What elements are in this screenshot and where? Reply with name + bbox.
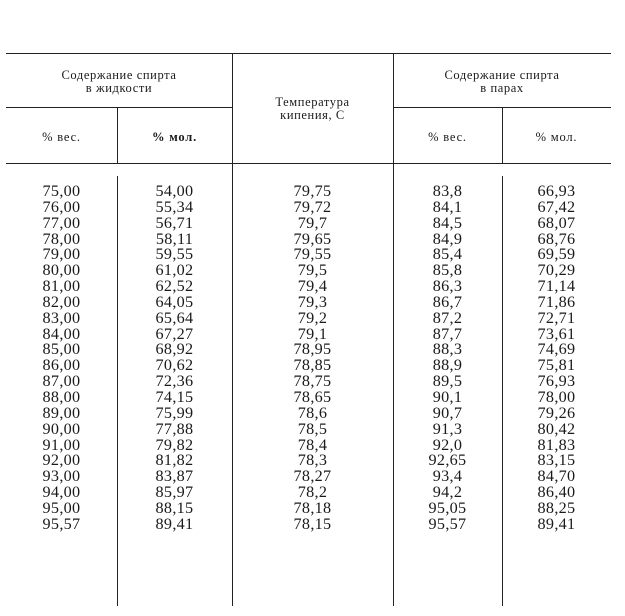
- temperature-header: [232, 96, 393, 122]
- boiling-temp-value: 78,4: [297, 435, 328, 454]
- boiling-temp-value: 79,75: [293, 182, 332, 200]
- liquid-mol-value: 55,34: [155, 197, 194, 216]
- header-bottom-rule: [6, 163, 611, 164]
- boiling-temp-value: 78,5: [297, 419, 328, 438]
- vapor-group-header-line2: в парах: [480, 81, 524, 95]
- vapor-mol-value: 81,83: [537, 435, 576, 454]
- vapor-wt-value: 84,5: [432, 213, 463, 232]
- boiling-temp-value: 78,27: [293, 467, 332, 486]
- liquid-wt-value: 86,00: [42, 356, 81, 375]
- liquid-wt-value: 87,00: [42, 372, 81, 391]
- liquid-mol-value: 59,55: [155, 245, 194, 264]
- liquid-wt-value: 80,00: [42, 261, 81, 280]
- vapor-wt-value: 85,8: [432, 261, 463, 280]
- liquid-wt-value: 77,00: [42, 213, 81, 232]
- vapor-mol-value: 68,07: [537, 213, 576, 232]
- vapor-group-header-line1: Содержание спирта: [444, 68, 560, 82]
- vapor-mol-value: 67,42: [537, 197, 576, 216]
- vapor-wt-value: 92,65: [428, 451, 467, 470]
- column-vapor-mol: [502, 184, 611, 533]
- liquid-wt-value: 95,00: [42, 498, 81, 517]
- vapor-mol-value: 68,76: [537, 229, 576, 248]
- vapor-mol-value: 73,61: [537, 324, 576, 343]
- liquid-mol-value: 77,88: [155, 419, 194, 438]
- vapor-mol-value: 79,26: [537, 403, 576, 422]
- liquid-mol-value: 74,15: [155, 387, 194, 406]
- liquid-wt-value: 94,00: [42, 483, 81, 502]
- liquid-group-header-line2: в жидкости: [85, 81, 153, 95]
- liquid-mol-value: 64,05: [155, 292, 194, 311]
- liquid-mol-value: 56,71: [155, 213, 194, 232]
- vapor-mol-value: 75,81: [537, 356, 576, 375]
- liquid-mol-value: 70,62: [155, 356, 194, 375]
- column-liquid-mol: [117, 184, 232, 533]
- vapor-mol-value: 69,59: [537, 245, 576, 264]
- column-liquid-wt: [6, 184, 117, 533]
- vapor-wt-value: 84,9: [432, 229, 463, 248]
- liquid-mol-value: 79,82: [155, 435, 194, 454]
- vapor-wt-value: 93,4: [432, 467, 463, 486]
- boiling-temp-value: 79,5: [297, 261, 328, 280]
- liquid-mol-value: 54,00: [155, 182, 194, 200]
- liquid-wt-value: 79,00: [42, 245, 81, 264]
- vapor-wt-value: 90,1: [432, 387, 463, 406]
- boiling-temp-value: 79,2: [297, 308, 328, 327]
- liquid-mol-value: 72,36: [155, 372, 194, 391]
- vapor-wt-value: 86,3: [432, 277, 463, 296]
- column-vapor-wt: [393, 184, 502, 533]
- liquid-mol-value: 62,52: [155, 277, 194, 296]
- boiling-temp-value: 79,72: [293, 197, 332, 216]
- vapor-mol-value: 71,86: [537, 292, 576, 311]
- liquid-wt-value: 78,00: [42, 229, 81, 248]
- vapor-mol-value: 70,29: [537, 261, 576, 280]
- liquid-mol-value: 65,64: [155, 308, 194, 327]
- vapor-wt-value: 88,3: [432, 340, 463, 359]
- vapor-mol-value: 89,41: [537, 514, 576, 533]
- vapor-mol-value: 74,69: [537, 340, 576, 359]
- vapor-wt-value: 91,3: [432, 419, 463, 438]
- boiling-temp-value: 78,85: [293, 356, 332, 375]
- liquid-mol-value: 68,92: [155, 340, 194, 359]
- vapor-wt-value: 95,05: [428, 498, 467, 517]
- liquid-wt-value: 82,00: [42, 292, 81, 311]
- liquid-wt-value: 95,57: [42, 514, 81, 533]
- vapor-wt-value: 95,57: [428, 514, 467, 533]
- liquid-wt-value: 91,00: [42, 435, 81, 454]
- liquid-mol-value: 83,87: [155, 467, 194, 486]
- vapor-mol-header: % мол.: [535, 130, 578, 144]
- boiling-temp-value: 78,6: [297, 403, 328, 422]
- vapor-wt-value: 84,1: [432, 197, 463, 216]
- vapor-wt-value: 85,4: [432, 245, 463, 264]
- vapor-mol-value: 71,14: [537, 277, 576, 296]
- table-top-rule: [6, 53, 611, 54]
- vapor-wt-value: 92,0: [432, 435, 463, 454]
- boiling-temp-value: 79,65: [293, 229, 332, 248]
- boiling-temp-value: 78,15: [293, 514, 332, 533]
- vapor-wt-value: 87,7: [432, 324, 463, 343]
- temperature-header-line2: кипения, С: [280, 108, 345, 122]
- boiling-temp-value: 78,3: [297, 451, 328, 470]
- boiling-temp-value: 78,65: [293, 387, 332, 406]
- boiling-temp-value: 78,95: [293, 340, 332, 359]
- vapor-mol-value: 72,71: [537, 308, 576, 327]
- boiling-temp-value: 79,7: [297, 213, 328, 232]
- boiling-temp-value: 78,2: [297, 483, 328, 502]
- vapor-wt-value: 83,8: [432, 182, 463, 200]
- liquid-wt-value: 84,00: [42, 324, 81, 343]
- liquid-wt-value: 92,00: [42, 451, 81, 470]
- liquid-wt-header: % вес.: [42, 130, 81, 144]
- boiling-temp-value: 79,55: [293, 245, 332, 264]
- liquid-mol-value: 61,02: [155, 261, 194, 280]
- boiling-temp-value: 79,3: [297, 292, 328, 311]
- liquid-mol-value: 75,99: [155, 403, 194, 422]
- liquid-mol-value: 88,15: [155, 498, 194, 517]
- liquid-mol-value: 58,11: [155, 229, 194, 248]
- liquid-wt-value: 81,00: [42, 277, 81, 296]
- column-boiling-temp: [232, 184, 393, 533]
- liquid-group-header: [6, 69, 232, 95]
- boiling-temp-value: 78,75: [293, 372, 332, 391]
- vapor-mol-value: 84,70: [537, 467, 576, 486]
- liquid-mol-value: 67,27: [155, 324, 194, 343]
- vapor-mol-value: 88,25: [537, 498, 576, 517]
- liquid-mol-value: 81,82: [155, 451, 194, 470]
- liquid-wt-value: 76,00: [42, 197, 81, 216]
- boiling-temp-value: 78,18: [293, 498, 332, 517]
- vapor-wt-value: 94,2: [432, 483, 463, 502]
- boiling-temp-value: 79,1: [297, 324, 328, 343]
- liquid-mol-header: % мол.: [152, 130, 197, 144]
- vapor-mol-value: 66,93: [537, 182, 576, 200]
- vapor-wt-header: % вес.: [428, 130, 467, 144]
- vapor-mol-value: 78,00: [537, 387, 576, 406]
- liquid-wt-value: 88,00: [42, 387, 81, 406]
- vapor-wt-value: 87,2: [432, 308, 463, 327]
- boiling-temp-value: 79,4: [297, 277, 328, 296]
- temperature-header-line1: Температура: [275, 95, 350, 109]
- liquid-wt-value: 93,00: [42, 467, 81, 486]
- vapor-wt-value: 90,7: [432, 403, 463, 422]
- vapor-mol-value: 76,93: [537, 372, 576, 391]
- liquid-wt-value: 83,00: [42, 308, 81, 327]
- liquid-mol-value: 85,97: [155, 483, 194, 502]
- vapor-mol-value: 80,42: [537, 419, 576, 438]
- vapor-mol-value: 86,40: [537, 483, 576, 502]
- vapor-wt-value: 88,9: [432, 356, 463, 375]
- liquid-mol-value: 89,41: [155, 514, 194, 533]
- liquid-wt-value: 75,00: [42, 182, 81, 200]
- vapor-mol-value: 83,15: [537, 451, 576, 470]
- liquid-subheader-rule: [6, 107, 232, 108]
- vapor-wt-value: 89,5: [432, 372, 463, 391]
- vapor-wt-value: 86,7: [432, 292, 463, 311]
- liquid-wt-value: 89,00: [42, 403, 81, 422]
- liquid-wt-value: 90,00: [42, 419, 81, 438]
- liquid-group-header-line1: Содержание спирта: [61, 68, 177, 82]
- liquid-wt-value: 85,00: [42, 340, 81, 359]
- vapor-group-header: [393, 69, 611, 95]
